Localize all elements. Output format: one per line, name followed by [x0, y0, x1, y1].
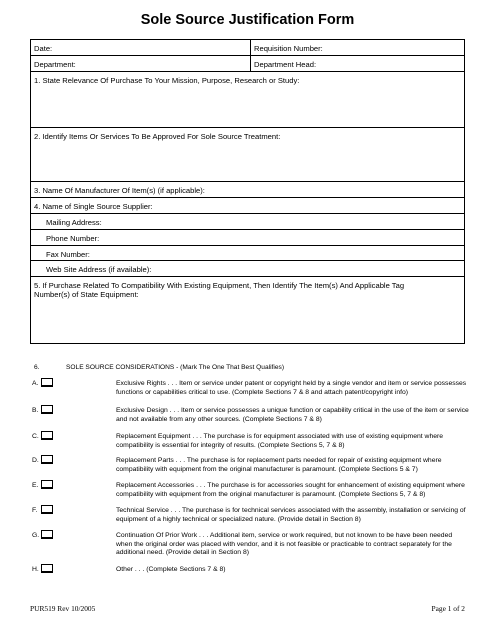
option-text-line: when the original order was placed with vendor, and it is not feasible or practicable to contract separately for the	[116, 540, 452, 548]
option-description	[116, 457, 469, 474]
option-text-line: Technical Service . . . The purchase is for technical services associated with the assembly, installation or servicing of	[116, 507, 466, 514]
section6-heading	[34, 364, 284, 371]
option-text-line: Other . . . (Complete Sections 7 & 8)	[116, 566, 226, 573]
compatibility-label	[31, 277, 464, 299]
requisition-number-field[interactable]: Requisition Number:	[254, 44, 323, 53]
option-e-checkbox[interactable]	[41, 480, 53, 489]
manufacturer-field[interactable]	[31, 182, 464, 198]
form-title: Sole Source Justification Form	[140, 12, 355, 28]
option-text-line: Exclusive Rights . . . Item or service under patent or copyright held by a single vendor and item or service possesses	[116, 380, 467, 387]
compatibility-field[interactable]	[31, 277, 464, 343]
option-letter: B.	[32, 407, 39, 414]
option-description	[116, 482, 469, 499]
option-text-line: Replacement Parts . . . The purchase is for replacement parts needed for repair of existing equipment where	[116, 457, 442, 464]
option-text-line: compatibility with equipment from the original manufacturer is paramount. (Complete Sections 5, 7 & 8)	[116, 490, 426, 498]
fax-number-field[interactable]	[31, 246, 464, 261]
relevance-label: 1. State Relevance Of Purchase To Your Mission, Purpose, Research or Study:	[34, 76, 300, 85]
option-letter: C.	[32, 433, 39, 440]
option-description	[116, 566, 469, 575]
mailing-address-field[interactable]	[31, 214, 464, 230]
section6-number: 6.	[34, 364, 40, 371]
fax-number-label: Fax Number:	[46, 250, 90, 259]
department-field[interactable]: Department:	[31, 56, 251, 71]
compatibility-label-line2: Number(s) of State Equipment:	[34, 290, 139, 299]
option-description	[116, 532, 469, 558]
option-description	[116, 380, 469, 397]
option-text-line: compatibility is essential for integrity of results. (Complete Sections 5, 7 & 8)	[116, 441, 345, 449]
option-g-checkbox[interactable]	[41, 530, 53, 539]
option-text-line: Replacement Accessories . . . The purchase is for accessories sought for enhancement of existing equipment where	[116, 482, 465, 489]
items-services-field[interactable]	[31, 128, 464, 182]
option-letter: D.	[32, 457, 39, 464]
option-a-checkbox[interactable]	[41, 378, 53, 387]
website-field[interactable]	[31, 261, 464, 277]
option-letter: E.	[32, 482, 39, 489]
option-letter: G.	[32, 532, 40, 539]
option-d-checkbox[interactable]	[41, 455, 53, 464]
date-field[interactable]: Date:	[31, 40, 251, 55]
option-text-line: equipment of a highly technical or specialized nature. (Provide detail in Section 8)	[116, 515, 361, 523]
items-services-label: 2. Identify Items Or Services To Be Approved For Sole Source Treatment:	[34, 132, 281, 141]
compatibility-label-line1: 5. If Purchase Related To Compatibility With Existing Equipment, Then Identify The Item(s) And Applicable Tag	[34, 281, 405, 290]
footer-form-id: PUR519 Rev 10/2005	[30, 604, 96, 613]
manufacturer-label: 3. Name Of Manufacturer Of Item(s) (if applicable):	[34, 186, 205, 195]
supplier-field[interactable]	[31, 198, 464, 214]
option-text-line: additional need. (Provide detail in Section 8)	[116, 549, 250, 557]
option-h-checkbox[interactable]	[41, 564, 53, 573]
option-letter: F.	[32, 507, 38, 514]
website-label: Web Site Address (if available):	[46, 265, 152, 274]
option-b-checkbox[interactable]	[41, 405, 53, 414]
section6-title: SOLE SOURCE CONSIDERATIONS - (Mark The One That Best Qualifies)	[66, 364, 285, 371]
form-table	[30, 39, 465, 344]
row-department	[31, 56, 464, 72]
option-text-line: compatibility with equipment from the original manufacturer is paramount. (Complete Sections 5 & 7)	[116, 465, 418, 473]
phone-number-field[interactable]	[31, 230, 464, 246]
phone-number-label: Phone Number:	[46, 234, 100, 243]
option-description	[116, 433, 469, 450]
option-c-checkbox[interactable]	[41, 431, 53, 440]
mailing-address-label: Mailing Address:	[46, 218, 102, 227]
option-letter: H.	[32, 566, 39, 573]
option-description	[116, 407, 469, 424]
option-text-line: Continuation Of Prior Work . . . Additional item, service or work required, but not known to be have been needed	[116, 532, 453, 539]
option-letter: A.	[32, 380, 39, 387]
option-description	[116, 507, 469, 524]
row-date	[31, 40, 464, 56]
supplier-label: 4. Name of Single Source Supplier:	[34, 202, 153, 211]
footer-page-number: Page 1 of 2	[431, 604, 465, 613]
option-text-line: Replacement Equipment . . . The purchase is for equipment associated with use of existing equipment where	[116, 433, 444, 440]
option-text-line: Exclusive Design . . . Item or service possesses a unique function or capability critical in the use of the item or service	[116, 407, 469, 414]
option-text-line: functions or capabilities critical to use. (Complete Sections 7 & 8 and attach patent/copyright info)	[116, 388, 409, 396]
option-f-checkbox[interactable]	[41, 505, 53, 514]
department-head-field[interactable]: Department Head:	[254, 60, 317, 69]
option-text-line: and not available from any other sources. (Complete Sections 7 & 8)	[116, 415, 322, 423]
relevance-field[interactable]	[31, 72, 464, 128]
